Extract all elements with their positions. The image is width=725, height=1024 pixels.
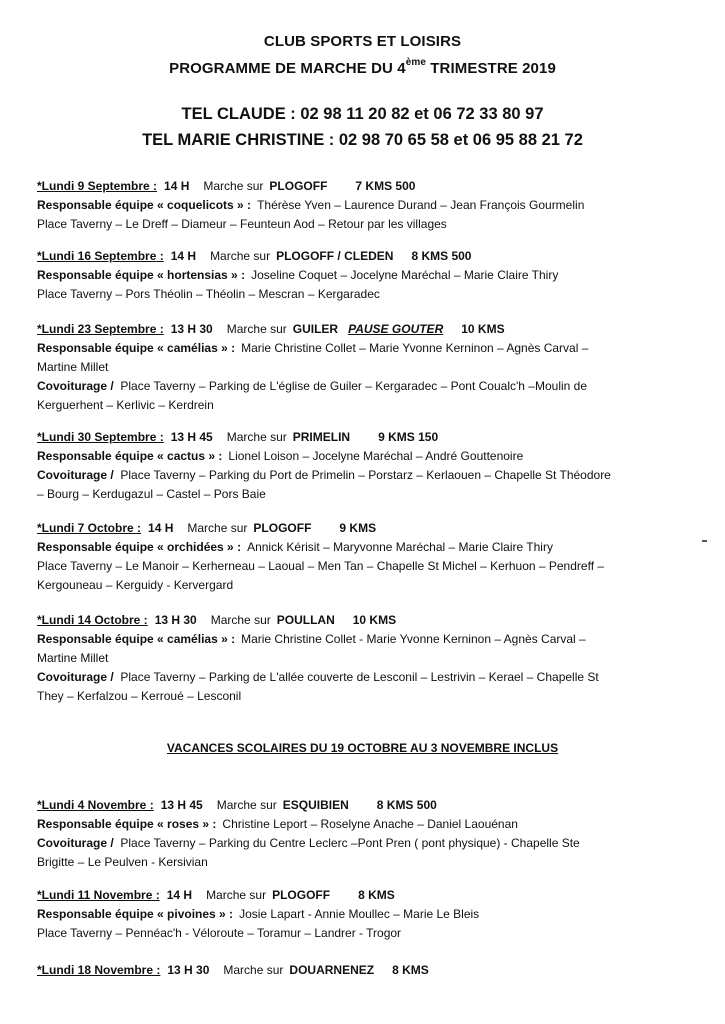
event-location: POULLAN [276,613,335,627]
event-team [37,630,687,649]
event-distance: 8 KMS [392,963,429,977]
event-route [37,466,687,485]
event-heading [37,177,687,196]
team-label: Responsable équipe « coquelicots » : [37,198,252,212]
event-block [37,886,687,943]
event-route-continued: – Bourg – Kerdugazul – Castel – Pors Baie [37,487,266,501]
covoiturage-label: Covoiturage / [37,468,114,482]
team-members: Josie Lapart - Annie Moullec – Marie Le Bleis [239,907,480,921]
event-team [37,815,687,834]
event-route-continued: Kerguerhent – Kerlivic – Kerdrein [37,398,214,412]
event-distance: 10 KMS [461,322,505,336]
event-block [37,611,687,706]
event-time: 13 H 30 [170,322,213,336]
event-heading [37,796,687,815]
event-distance: 7 KMS 500 [355,179,416,193]
event-route [37,377,687,396]
team-members: Christine Leport – Roselyne Anache – Daniel Laouénan [222,817,518,831]
event-date: *Lundi 7 Octobre : [37,521,142,535]
covoiturage-label: Covoiturage / [37,379,114,393]
marche-label: Marche sur [210,613,271,627]
pause-gouter-label: PAUSE GOUTER [348,322,444,336]
marche-label: Marche sur [206,888,267,902]
event-time: 13 H 45 [160,798,203,812]
club-title: CLUB SPORTS ET LOISIRS [263,33,462,50]
phone-claude: TEL CLAUDE : 02 98 11 20 82 et 06 72 33 80 97 [181,105,544,123]
event-block [37,428,687,504]
team-members-continued: Martine Millet [37,651,109,665]
event-date: *Lundi 11 Novembre : [37,888,160,902]
event-distance: 8 KMS [358,888,395,902]
event-time: 13 H 45 [170,430,213,444]
event-block [37,796,687,872]
event-date: *Lundi 16 Septembre : [37,249,164,263]
route-text: Place Taverny – Parking du Port de Primelin – Porstarz – Kerlaouen – Chapelle St Théodore [120,468,611,482]
event-heading [37,247,687,266]
team-label: Responsable équipe « orchidées » : [37,540,242,554]
route-text: Place Taverny – Parking du Centre Leclerc –Pont Pren ( pont physique) - Chapelle Ste [120,836,580,850]
event-block [37,247,687,304]
event-block [37,320,687,415]
event-distance: 9 KMS [339,521,377,535]
event-team [37,905,687,924]
event-route-continued: Brigitte – Le Peulven - Kersivian [37,855,208,869]
marche-label: Marche sur [187,521,248,535]
event-route [37,834,687,853]
event-heading [37,886,687,905]
event-heading [37,961,687,980]
event-date: *Lundi 18 Novembre : [37,963,161,977]
programme-title-sup: ème [405,57,427,68]
covoiturage-label: Covoiturage / [37,836,114,850]
marche-label: Marche sur [210,249,271,263]
team-label: Responsable équipe « cactus » : [37,449,223,463]
marche-label: Marche sur [216,798,277,812]
event-team [37,447,687,466]
event-team [37,538,687,557]
event-heading [37,611,687,630]
team-members-continued: Martine Millet [37,360,109,374]
event-date: *Lundi 9 Septembre : [37,179,158,193]
team-members: Thérèse Yven – Laurence Durand – Jean François Gourmelin [257,198,585,212]
event-route-continued: Kergouneau – Kerguidy - Kervergard [37,578,234,592]
team-members: Marie Christine Collet - Marie Yvonne Kerninon – Agnès Carval – [241,632,586,646]
event-location: DOUARNENEZ [289,963,375,977]
event-block [37,519,687,595]
event-distance: 8 KMS 500 [376,798,437,812]
programme-title-prefix: PROGRAMME DE MARCHE DU 4 [169,60,406,77]
marche-label: Marche sur [223,963,284,977]
event-location: GUILER [292,322,339,336]
event-location: PLOGOFF / CLEDEN [276,249,394,263]
event-route-continued: They – Kerfalzou – Kerroué – Lesconil [37,689,242,703]
team-label: Responsable équipe « hortensias » : [37,268,246,282]
event-heading [37,428,687,447]
event-route: Place Taverny – Pennéac'h - Véloroute – Toramur – Landrer - Trogor [37,926,402,940]
covoiturage-label: Covoiturage / [37,670,114,684]
event-time: 14 H [166,888,193,902]
event-distance: 8 KMS 500 [411,249,472,263]
event-distance: 10 KMS [352,613,397,627]
team-label: Responsable équipe « roses » : [37,817,217,831]
event-block [37,961,687,980]
route-text: Place Taverny – Parking de L'allée couverte de Lesconil – Lestrivin – Kerael – Chapelle St [120,670,599,684]
event-location: ESQUIBIEN [282,798,349,812]
event-location: PLOGOFF [253,521,312,535]
event-time: 14 H [148,521,174,535]
team-members: Lionel Loison – Jocelyne Maréchal – André Gouttenoire [228,449,524,463]
event-date: *Lundi 23 Septembre : [37,322,164,336]
event-team [37,196,687,215]
school-holidays-notice: VACANCES SCOLAIRES DU 19 OCTOBRE AU 3 NOVEMBRE INCLUS [166,741,559,755]
event-time: 14 H [164,179,190,193]
event-route [37,668,687,687]
team-members: Joseline Coquet – Jocelyne Maréchal – Marie Claire Thiry [251,268,559,282]
team-label: Responsable équipe « pivoines » : [37,907,234,921]
event-date: *Lundi 30 Septembre : [37,430,164,444]
programme-title-suffix: TRIMESTRE 2019 [426,60,556,77]
programme-title [0,59,725,77]
route-text: Place Taverny – Parking de L'église de Guiler – Kergaradec – Pont Coualc'h –Moulin de [120,379,587,393]
event-route: Place Taverny – Pors Théolin – Théolin – Mescran – Kergaradec [37,287,380,301]
marche-label: Marche sur [226,322,287,336]
event-date: *Lundi 14 Octobre : [37,613,148,627]
event-location: PLOGOFF [272,888,331,902]
event-block [37,177,687,234]
team-label: Responsable équipe « camélias » : [37,341,236,355]
team-members: Marie Christine Collet – Marie Yvonne Kerninon – Agnès Carval – [241,341,589,355]
event-heading [37,519,687,538]
event-location: PLOGOFF [269,179,328,193]
event-time: 14 H [170,249,197,263]
event-time: 13 H 30 [154,613,197,627]
event-team [37,266,687,285]
event-location: PRIMELIN [292,430,351,444]
event-date: *Lundi 4 Novembre : [37,798,154,812]
event-route: Place Taverny – Le Manoir – Kerherneau – Laoual – Men Tan – Chapelle St Michel – Kerhuon – Pendreff – [37,559,605,573]
event-time: 13 H 30 [167,963,210,977]
event-heading [37,320,687,339]
event-distance: 9 KMS 150 [378,430,439,444]
marche-label: Marche sur [203,179,264,193]
team-members: Annick Kérisit – Maryvonne Maréchal – Marie Claire Thiry [247,540,553,554]
event-team [37,339,687,358]
phone-marie-christine: TEL MARIE CHRISTINE : 02 98 70 65 58 et 06 95 88 21 72 [142,131,583,149]
scan-speck [702,540,707,542]
event-route: Place Taverny – Le Dreff – Diameur – Feunteun Aod – Retour par les villages [37,217,447,231]
marche-label: Marche sur [226,430,287,444]
team-label: Responsable équipe « camélias » : [37,632,236,646]
